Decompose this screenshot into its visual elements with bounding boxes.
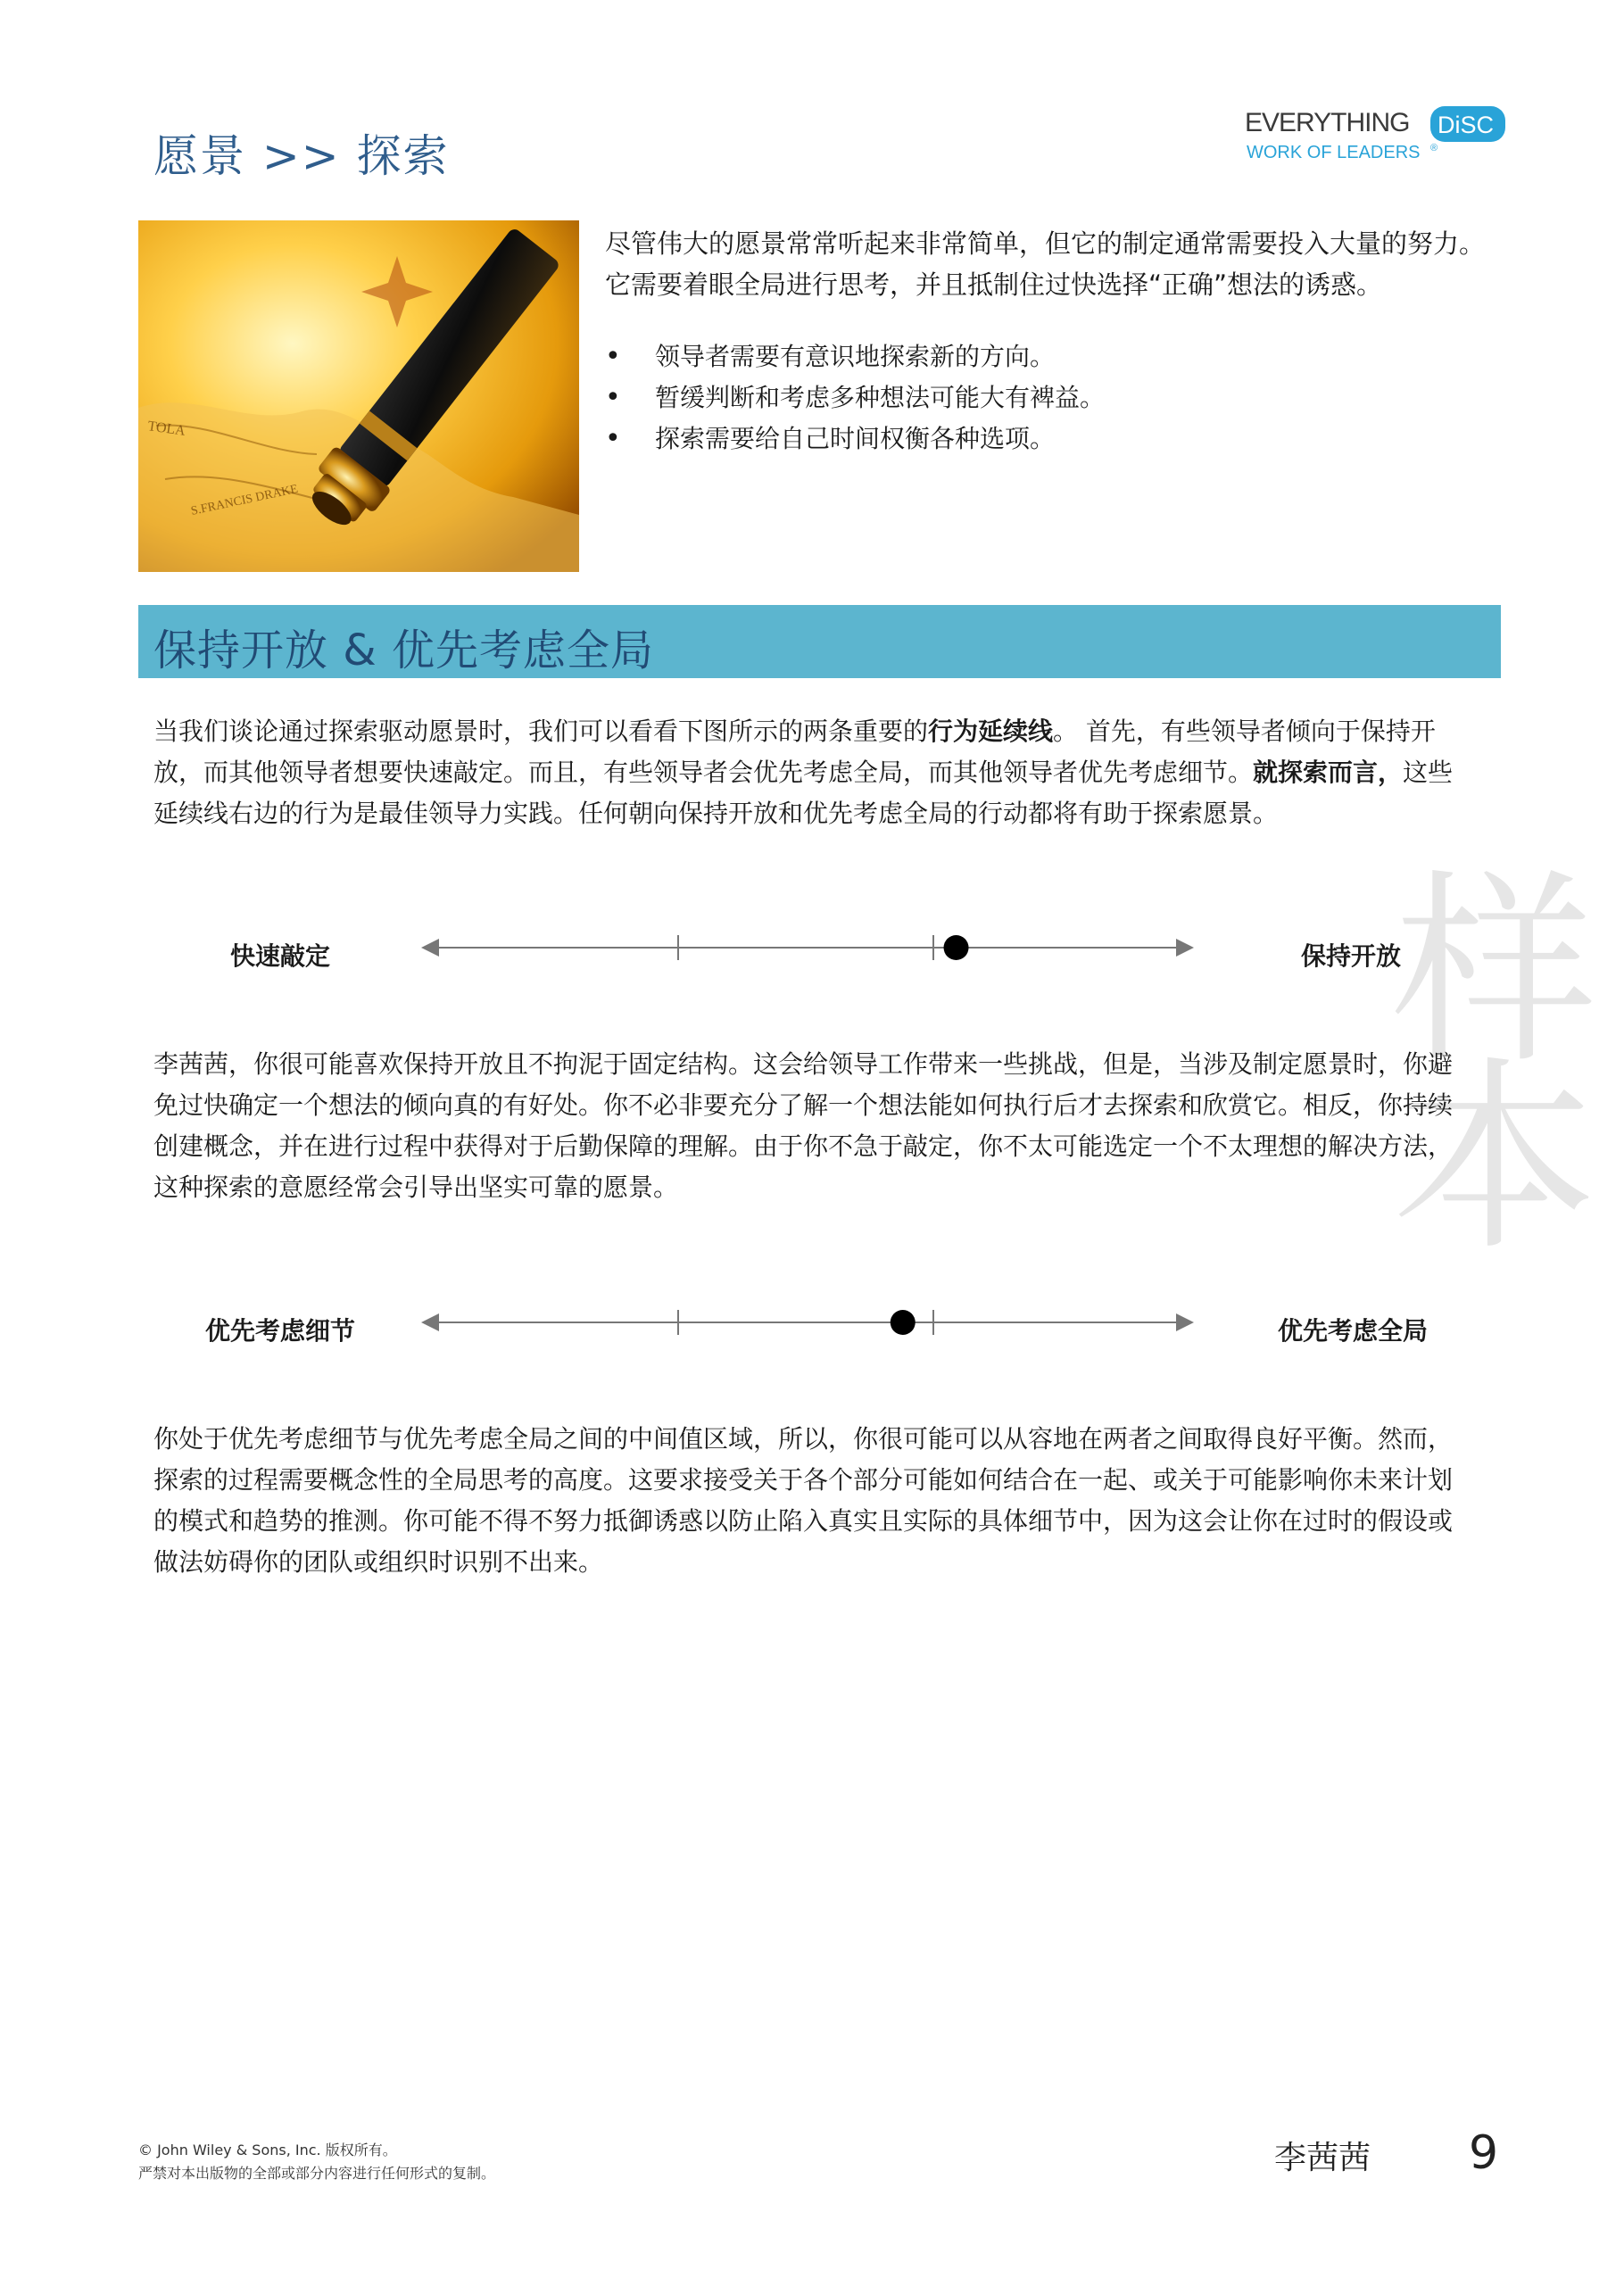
- p1-text-c: 。 首先，有些领导者倾向于保持开放，而其他领导者想要快速敲定。而且，有些领导者会优先考虑全局，而其他领导者优先考虑细节。: [153, 717, 1436, 787]
- page-number: 9: [1469, 2126, 1499, 2180]
- section-title: 保持开放 & 优先考虑全局: [153, 626, 654, 675]
- scale1-continuum: [410, 921, 1214, 974]
- logo-line2: WORK OF LEADERS: [1247, 143, 1421, 162]
- everything-disc-logo: [1245, 103, 1512, 174]
- scale2-right-label: 优先考虑全局: [1278, 1316, 1429, 1346]
- scale2-continuum: [410, 1296, 1214, 1349]
- intro-paragraph: 尽管伟大的愿景常常听起来非常简单，但它的制定通常需要投入大量的努力。它需要着眼全局进行思考，并且抵制住过快选择“正确”想法的诱惑。: [605, 228, 1486, 300]
- footer-user-name: 李茜茜: [1274, 2140, 1371, 2176]
- scale1-right-arrow-icon: [1176, 939, 1194, 957]
- bullet-item: • 探索需要给自己时间权衡各种选项。: [605, 418, 1488, 460]
- logo-line1: EVERYTHING: [1245, 108, 1410, 137]
- scale2-description-paragraph: 你处于优先考虑细节与优先考虑全局之间的中间值区域，所以，你很可能可以从容地在两者之间取得良好平衡。然而，探索的过程需要概念性的全局思考的高度。这要求接受关于各个部分可能如何结合在一起、或关于可能影响你未来计划的模式和趋势的推测。你可能不得不努力抵御诱惑以防止陷入真实且实际的具体细节中，因为这会让你在过时的假设或做法妨碍你的团队或组织时识别不出来。: [153, 1424, 1454, 1577]
- footer-copyright: © John Wiley & Sons, Inc. 版权所有。: [138, 2142, 397, 2158]
- p1-bold-term: 行为延续线: [928, 717, 1054, 746]
- sample-watermark: 样本: [1392, 853, 1598, 1279]
- scale1-description-paragraph: 李茜茜，你很可能喜欢保持开放且不拘泥于固定结构。这会给领导工作带来一些挑战，但是，当涉及制定愿景时，你避免过快确定一个想法的倾向真的有好处。你不必非要充分了解一个想法能如何执行后才去探索和欣赏它。相反，你持续创建概念，并在进行过程中获得对于后勤保障的理解。由于你不急于敲定，你不太可能选定一个不太理想的解决方法，这种探索的意愿经常会引导出坚实可靠的愿景。: [153, 1049, 1454, 1202]
- scale1-position-marker: [944, 935, 969, 960]
- logo-registered: ®: [1430, 143, 1438, 153]
- scale2-left-label: 优先考虑细节: [205, 1316, 356, 1346]
- footer-notice: 严禁对本出版物的全部或部分内容进行任何形式的复制。: [138, 2165, 496, 2182]
- p1-text-e: 这些延续线右边的行为是最佳领导力实践。任何朝向保持开放和优先考虑全局的行动都将有助于探索愿景。: [153, 758, 1454, 828]
- svg-text:S.FRANCIS DRAKE: S.FRANCIS DRAKE: [189, 482, 300, 518]
- p1-bold-phrase: 就探索而言，: [1253, 758, 1404, 787]
- logo-badge: DiSC: [1438, 112, 1495, 138]
- intro-bullet-list: [605, 336, 1488, 460]
- svg-text:TOLA: TOLA: [146, 418, 186, 439]
- page-title: 愿景 >> 探索: [153, 130, 450, 182]
- scale2-position-marker: [891, 1310, 916, 1335]
- logo-graphic: [1245, 103, 1512, 174]
- photo-illustration: [138, 220, 579, 572]
- scale1-left-label: 快速敲定: [230, 941, 331, 971]
- bullet-item: • 领导者需要有意识地探索新的方向。: [605, 336, 1488, 377]
- section-intro-paragraph: [153, 711, 1474, 834]
- scale1-right-label: 保持开放: [1301, 941, 1402, 971]
- spyglass-map-photo: [138, 220, 579, 572]
- scale1-left-arrow-icon: [421, 939, 439, 957]
- bullet-item: • 暂缓判断和考虑多种想法可能大有裨益。: [605, 377, 1488, 418]
- scale2-left-arrow-icon: [421, 1313, 439, 1331]
- p1-text-a: 当我们谈论通过探索驱动愿景时，我们可以看看下图所示的两条重要的: [153, 717, 929, 746]
- scale2-right-arrow-icon: [1176, 1313, 1194, 1331]
